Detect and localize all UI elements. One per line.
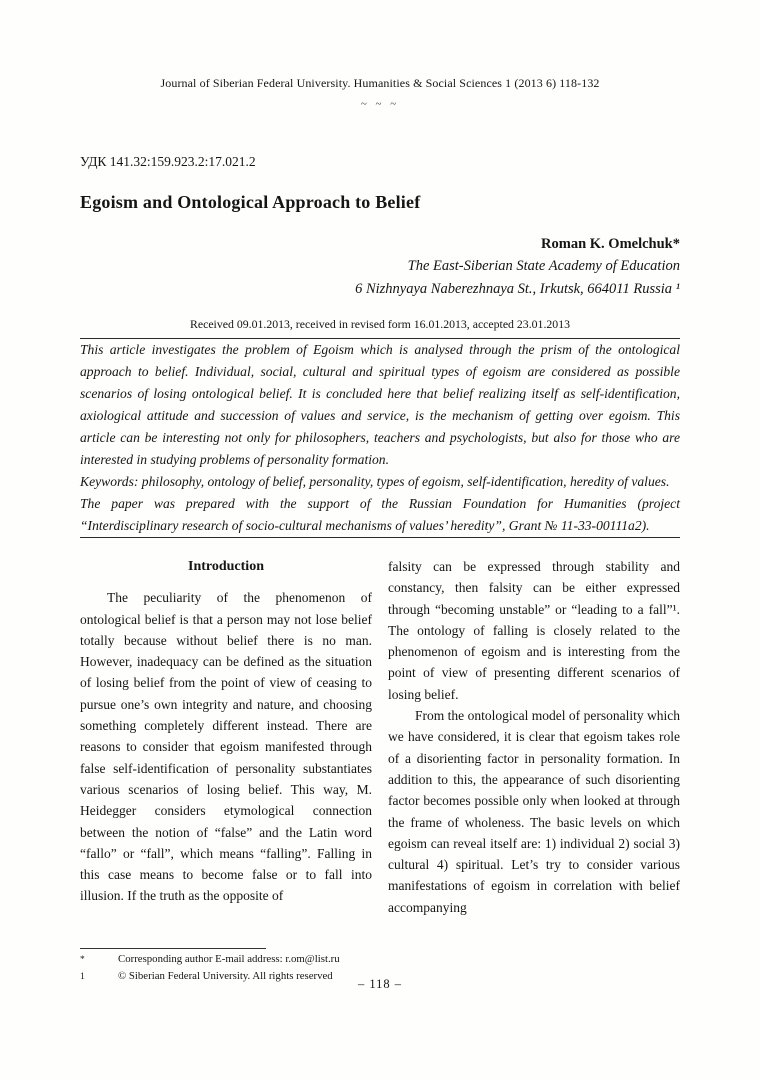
- funding-note: The paper was prepared with the support of the Russian Foundation for Humanities (project “Interdisciplinary research of socio-cultural mechanisms of values’ heredity”, Grant № 11-33-00111a2).: [80, 496, 680, 533]
- abstract-block: [80, 339, 680, 537]
- author-affiliation: The East-Siberian State Academy of Education: [407, 258, 680, 274]
- body-paragraph: The peculiarity of the phenomenon of ontological belief is that a person may not lose belief totally because without belief there is no man. However, inadequacy can be defined as the situation of losing belief from the point of view of ceasing to pursue one’s own integrity and nature, and choosing something completely different instead. There are reasons to consider that egoism manifested through false self-identification of personality substantiates various scenarios of losing belief. This way, M. Heidegger considers etymological connection between the notion of “false” and the Latin word “fallo” or “fall”, which means “falling”. Falling in this case means to become false or to fall into illusion. If the truth as the opposite of: [80, 590, 372, 904]
- page-number: – 118 –: [357, 977, 403, 991]
- running-head: Journal of Siberian Federal University. Humanities & Social Sciences 1 (2013 6) 118-132: [160, 76, 600, 90]
- footnote-corresponding-author: [80, 952, 680, 969]
- udc-classification: УДК 141.32:159.923.2:17.021.2: [80, 154, 256, 169]
- footnote-text: Corresponding author E-mail address: r.om@list.ru: [118, 953, 340, 965]
- section-heading-introduction: Introduction: [188, 559, 264, 574]
- body-paragraph: From the ontological model of personality which we have considered, it is clear that egoism takes role of a disorienting factor in personality formation. In addition to this, the appearance of such disorienting factor becomes possible only when looked at through the frame of wholeness. The basic levels on which egoism can reveal itself are: 1) individual 2) social 3) cultural 4) spiritual. Let’s try to consider various manifestations of egoism in correlation with belief accompanying: [388, 708, 680, 915]
- author-block: [80, 233, 680, 300]
- body-paragraph: falsity can be expressed through stability and constancy, then falsity can be either expressed through “becoming unstable” or “leading to a fall”¹. The ontology of falling is closely related to the phenomenon of egoism and is interesting from the point of view of presenting different scenarios of losing belief.: [388, 559, 680, 702]
- right-column: [388, 556, 680, 918]
- article-title: Egoism and Ontological Approach to Belief: [80, 192, 421, 212]
- footnote-text: © Siberian Federal University. All rights reserved: [118, 969, 333, 982]
- footnote-separator: [80, 948, 266, 949]
- rule-bottom: [80, 537, 680, 538]
- tilde-separator: ~ ~ ~: [360, 98, 400, 110]
- body-columns: [80, 556, 680, 918]
- author-address: 6 Nizhnyaya Naberezhnaya St., Irkutsk, 664011 Russia ¹: [355, 280, 680, 297]
- abstract-text: This article investigates the problem of Egoism which is analysed through the prism of the ontological approach to belief. Individual, social, cultural and spiritual types of egoism are considered as possible scenarios of losing ontological belief. It is concluded here that belief realizing itself as self-identification, axiological attitude and succession of values and service, is the mechanism of getting over egoism. This article can be interesting not only for philosophers, teachers and psychologists, but also for those who are interested in studying problems of personality formation.: [80, 342, 680, 467]
- keywords-text: Keywords: philosophy, ontology of belief, personality, types of egoism, self-identification, heredity of values.: [80, 474, 670, 489]
- left-column: [80, 556, 372, 918]
- footnote-marker: *: [80, 955, 85, 965]
- author-name: Roman K. Omelchuk*: [541, 236, 680, 252]
- received-dates: Received 09.01.2013, received in revised form 16.01.2013, accepted 23.01.2013: [189, 317, 570, 331]
- footnote-marker: 1: [80, 971, 85, 982]
